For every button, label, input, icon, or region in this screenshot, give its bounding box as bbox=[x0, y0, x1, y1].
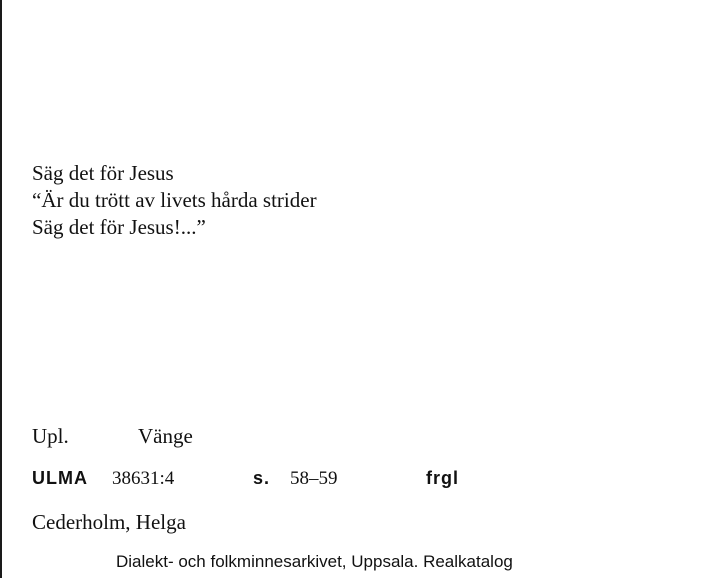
province: Upl. bbox=[32, 424, 69, 448]
archive-label: ULMA bbox=[32, 468, 88, 488]
song-title-line: Säg det för Jesus bbox=[32, 161, 174, 185]
song-second-line: Säg det för Jesus!...” bbox=[32, 215, 206, 239]
archive-number: 38631:4 bbox=[112, 468, 175, 489]
parish: Vänge bbox=[138, 424, 193, 448]
informant-name: Cederholm, Helga bbox=[32, 510, 186, 534]
song-first-line: “Är du trött av livets hårda strider bbox=[32, 188, 317, 212]
genre-code: frgl bbox=[426, 468, 459, 488]
song-title-block bbox=[32, 160, 317, 241]
page-label: s. bbox=[253, 468, 271, 488]
archive-footer: Dialekt- och folkminnesarkivet, Uppsala. Realkatalog bbox=[116, 552, 513, 571]
card-left-edge bbox=[0, 0, 2, 578]
location-row bbox=[32, 424, 193, 449]
page-range: 58–59 bbox=[290, 468, 338, 489]
